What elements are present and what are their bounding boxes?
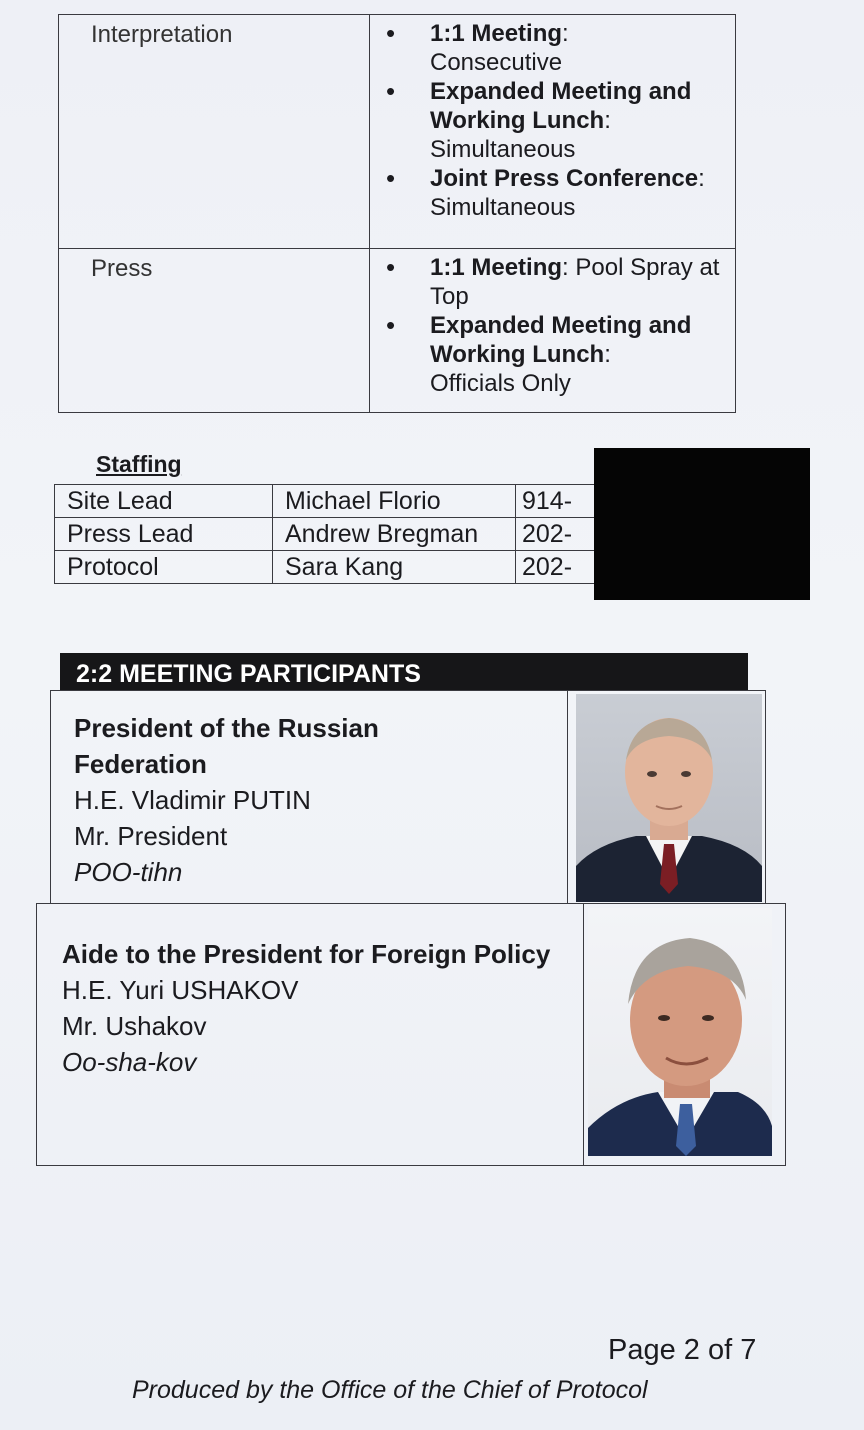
staff-role: Site Lead xyxy=(55,485,273,518)
item-heading: Expanded Meeting and Working Lunch xyxy=(430,312,692,368)
participants-header: 2:2 MEETING PARTICIPANTS xyxy=(60,653,748,691)
page-number: Page 2 of 7 xyxy=(608,1334,757,1366)
cell-divider xyxy=(567,691,568,903)
table-row xyxy=(55,518,614,551)
staff-name: Michael Florio xyxy=(273,485,516,518)
staff-role: Protocol xyxy=(55,551,273,584)
participant-text xyxy=(74,710,514,890)
item-heading: 1:1 Meeting xyxy=(430,20,563,47)
staff-name: Andrew Bregman xyxy=(273,518,516,551)
participant-text xyxy=(62,936,562,1080)
participant-phonetic: POO-tihn xyxy=(74,857,183,887)
press-row xyxy=(59,249,736,413)
cell-divider xyxy=(583,904,584,1165)
participant-name: H.E. Vladimir PUTIN xyxy=(74,785,311,815)
press-content xyxy=(370,249,736,413)
staff-phone: 914- xyxy=(516,485,614,518)
participant-title: President of the Russian Federation xyxy=(74,713,379,779)
participant-name: H.E. Yuri USHAKOV xyxy=(62,975,299,1005)
staff-phone: 202- xyxy=(516,518,614,551)
interpretation-content xyxy=(370,15,736,249)
portrait-photo xyxy=(576,694,762,902)
item-detail: Simultaneous xyxy=(430,194,576,221)
staff-role: Press Lead xyxy=(55,518,273,551)
press-list xyxy=(382,253,727,398)
item-heading: Expanded Meeting and Working Lunch xyxy=(430,78,692,134)
interpretation-list xyxy=(382,19,727,222)
interpretation-row xyxy=(59,15,736,249)
table-row xyxy=(55,485,614,518)
participant-phonetic: Oo-sha-kov xyxy=(62,1047,197,1077)
item-detail: Consecutive xyxy=(430,49,563,76)
logistics-table xyxy=(58,14,736,413)
participant-address: Mr. President xyxy=(74,821,228,851)
redaction-block xyxy=(594,448,810,600)
item-detail: Officials Only xyxy=(430,370,571,397)
portrait-icon xyxy=(588,908,772,1156)
press-label: Press xyxy=(59,249,370,413)
list-item: • 1:1 Meeting: Pool Spray at Top xyxy=(382,253,727,311)
participant-title: Aide to the President for Foreign Policy xyxy=(62,939,551,969)
item-heading: 1:1 Meeting xyxy=(430,254,563,281)
item-heading: Joint Press Conference xyxy=(430,165,699,192)
portrait-icon xyxy=(576,694,762,902)
participant-address: Mr. Ushakov xyxy=(62,1011,207,1041)
list-item: • Joint Press Conference: Simultaneous xyxy=(382,164,727,222)
interpretation-label: Interpretation xyxy=(59,15,370,249)
table-row xyxy=(55,551,614,584)
portrait-photo xyxy=(588,908,772,1156)
list-item: • Expanded Meeting and Working Lunch: Officials Only xyxy=(382,311,727,398)
list-item: • Expanded Meeting and Working Lunch: Simultaneous xyxy=(382,77,727,164)
staffing-title: Staffing xyxy=(96,451,182,477)
staffing-table xyxy=(54,484,614,584)
footer-credit: Produced by the Office of the Chief of Protocol xyxy=(132,1376,648,1404)
staff-name: Sara Kang xyxy=(273,551,516,584)
item-detail: Pool Spray at Top xyxy=(430,254,720,310)
staff-phone: 202- xyxy=(516,551,614,584)
list-item: • 1:1 Meeting: Consecutive xyxy=(382,19,727,77)
item-detail: Simultaneous xyxy=(430,136,576,163)
